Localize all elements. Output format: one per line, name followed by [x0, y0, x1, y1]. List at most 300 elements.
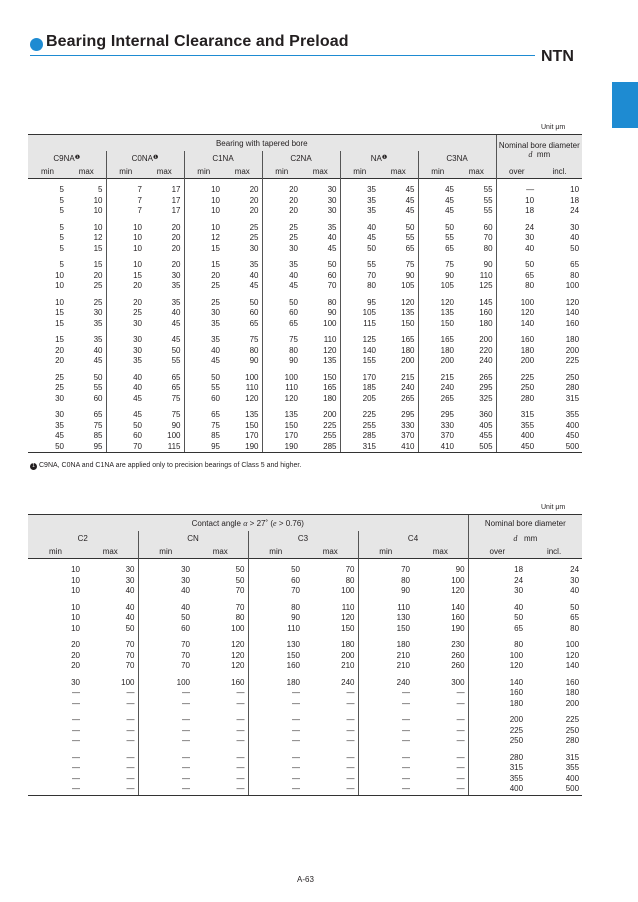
table-cell: 45: [418, 206, 457, 217]
table-cell: 25: [106, 308, 145, 319]
table-cell: 60: [106, 431, 145, 442]
table-cell: 250: [565, 372, 580, 382]
table-cell: 165: [418, 335, 457, 346]
table-cell: 70: [138, 651, 193, 662]
table-cell: 210: [341, 661, 355, 670]
table-cell: 40: [570, 233, 580, 242]
table-cell: 18: [570, 195, 580, 205]
table-cell: 90: [405, 270, 415, 280]
table-cell: 170: [262, 431, 301, 442]
table-cell: 50: [468, 613, 526, 624]
table-cell: 140: [468, 678, 526, 689]
table-cell: 145: [479, 297, 493, 307]
table-cell: 15: [106, 271, 145, 282]
table-cell: —: [138, 763, 193, 774]
col-min: min: [138, 545, 193, 559]
table-cell: 60: [327, 270, 337, 280]
table-cell: 35: [106, 356, 145, 367]
table2-mm-unit: mm: [524, 533, 538, 543]
table-cell: 150: [358, 624, 413, 635]
section-tab: [612, 82, 638, 128]
table-cell: 370: [418, 431, 457, 442]
table-cell: 100: [138, 678, 193, 689]
table-cell: 12: [93, 233, 103, 242]
table-cell: 18: [468, 565, 526, 576]
table-cell: 95: [340, 298, 379, 309]
table-cell: 115: [145, 442, 184, 453]
table-cell: 240: [479, 356, 493, 365]
table-cell: 330: [418, 421, 457, 432]
table-row: [28, 410, 582, 421]
table-cell: —: [236, 725, 245, 735]
table-cell: —: [236, 763, 245, 772]
table-cell: 20: [262, 185, 301, 196]
footnote-mark-icon: 1: [30, 463, 37, 470]
table-cell: 40: [184, 346, 223, 357]
table-cell: 50: [28, 442, 67, 453]
table-cell: 140: [565, 661, 580, 670]
table-cell: 30: [106, 346, 145, 357]
table-row: [28, 651, 582, 662]
table-cell: 155: [340, 356, 379, 367]
table-cell: 17: [171, 185, 181, 194]
table-cell: 180: [479, 318, 493, 328]
table-cell: 25: [93, 297, 103, 307]
table-row: [28, 260, 582, 271]
table-cell: 35: [340, 196, 379, 207]
table-cell: 30: [468, 586, 526, 597]
table-cell: 45: [262, 281, 301, 292]
table-cell: 20: [249, 206, 259, 215]
table-cell: 30: [138, 576, 193, 587]
col-min: min: [28, 165, 67, 179]
table-cell: 75: [418, 260, 457, 271]
table-cell: 45: [340, 233, 379, 244]
class-label: C1NA: [212, 153, 234, 163]
table-cell: —: [236, 688, 245, 697]
table-cell: 360: [479, 410, 493, 419]
table-cell: 200: [479, 335, 493, 344]
table-cell: 90: [262, 356, 301, 367]
table-cell: —: [248, 774, 303, 785]
table-cell: 295: [401, 410, 415, 419]
class-label: NA: [370, 153, 382, 163]
table-cell: 30: [249, 243, 259, 253]
footnote-text: C9NA, C0NA and C1NA are applied only to precision bearings of Class 5 and higher.: [39, 462, 302, 469]
table-cell: 30: [125, 565, 135, 574]
table-cell: 200: [418, 356, 457, 367]
table-cell: 40: [249, 270, 259, 280]
class-header-0: [28, 531, 138, 545]
table-cell: 35: [93, 318, 103, 328]
table-cell: 150: [323, 372, 337, 382]
table-cell: 105: [340, 308, 379, 319]
table-cell: 20: [55, 345, 64, 355]
table-row: [28, 678, 582, 689]
table-cell: 80: [570, 270, 580, 280]
table-cell: 135: [323, 356, 337, 365]
table-cell: 40: [570, 586, 580, 595]
table-cell: 325: [479, 393, 493, 403]
table-cell: —: [248, 736, 303, 747]
table-cell: 40: [496, 244, 537, 255]
table-cell: 10: [93, 222, 103, 232]
table-cell: 7: [106, 196, 145, 207]
table-row: [28, 624, 582, 635]
table-cell: —: [236, 773, 245, 783]
table-cell: 105: [401, 281, 415, 290]
table-cell: 40: [468, 603, 526, 614]
table-cell: —: [236, 736, 245, 745]
table-cell: 30: [327, 185, 337, 194]
table-cell: 55: [483, 206, 493, 215]
table-cell: —: [346, 763, 355, 772]
table-cell: 120: [451, 586, 465, 595]
table-cell: 25: [93, 281, 103, 290]
table-cell: 140: [565, 308, 580, 317]
table-cell: 45: [106, 410, 145, 421]
table-cell: 50: [340, 244, 379, 255]
table-cell: 55: [184, 383, 223, 394]
table-cell: 65: [171, 383, 181, 392]
table-cell: 90: [248, 613, 303, 624]
table-cell: 90: [249, 356, 259, 365]
table-cell: 100: [468, 651, 526, 662]
table-cell: 200: [323, 410, 337, 419]
class-label: C0NA: [131, 153, 153, 163]
table-cell: 25: [184, 298, 223, 309]
table-row: [28, 421, 582, 432]
table-cell: —: [456, 773, 465, 783]
table-cell: 65: [570, 613, 580, 622]
table-cell: 295: [479, 383, 493, 392]
table-cell: 30: [93, 308, 103, 317]
table-cell: —: [193, 784, 248, 795]
table-cell: 10: [106, 260, 145, 271]
table-cell: 60: [262, 308, 301, 319]
table-row: [28, 281, 582, 292]
table-cell: 20: [184, 271, 223, 282]
table-cell: 10: [55, 270, 64, 280]
table-cell: 65: [249, 318, 259, 328]
table-cell: 60: [184, 394, 223, 405]
table-cell: 24: [468, 576, 526, 587]
table-cell: —: [303, 784, 358, 795]
table-cell: —: [72, 736, 80, 745]
table-cell: 250: [496, 383, 537, 394]
table-cell: 110: [341, 602, 355, 612]
table-cell: 180: [248, 678, 303, 689]
table-cell: 70: [125, 640, 135, 649]
table-cell: 30: [262, 244, 301, 255]
table-cell: 35: [340, 185, 379, 196]
table-row: [28, 774, 582, 785]
table-cell: 20: [249, 185, 259, 194]
table-cell: 190: [262, 442, 301, 453]
table-cell: 100: [323, 318, 337, 328]
table-cell: 280: [496, 394, 537, 405]
table-cell: 200: [468, 715, 526, 726]
table-cell: —: [72, 725, 80, 735]
table-cell: 18: [496, 206, 537, 217]
table-row: [28, 271, 582, 282]
col-max: max: [145, 165, 184, 179]
table-cell: 20: [262, 206, 301, 217]
table-cell: —: [456, 715, 465, 724]
table-row: [28, 442, 582, 453]
table-cell: 20: [171, 260, 181, 269]
table-cell: 70: [235, 602, 245, 612]
table-cell: 180: [418, 346, 457, 357]
table-cell: 75: [93, 420, 103, 430]
table-cell: 120: [565, 650, 580, 660]
table-row: [28, 223, 582, 234]
table-cell: 110: [248, 624, 303, 635]
table-cell: 120: [323, 345, 337, 355]
table-cell: —: [72, 688, 80, 697]
table-cell: 265: [479, 372, 493, 382]
table-cell: 160: [248, 661, 303, 672]
table-cell: 185: [340, 383, 379, 394]
table-cell: —: [138, 784, 193, 795]
table-cell: —: [72, 773, 80, 783]
table-cell: 55: [93, 383, 103, 392]
table-cell: 60: [249, 308, 259, 317]
table-cell: 200: [565, 698, 580, 708]
table-cell: 70: [125, 661, 135, 670]
table1-footnote: [30, 462, 301, 470]
table-cell: 75: [171, 410, 181, 419]
table-cell: 65: [262, 319, 301, 330]
table-cell: 50: [93, 372, 103, 382]
table-cell: 65: [570, 260, 580, 269]
table-cell: —: [248, 784, 303, 795]
table-cell: 15: [93, 260, 103, 269]
table-cell: 45: [93, 356, 103, 365]
col-min: min: [358, 545, 413, 559]
table-cell: 295: [418, 410, 457, 421]
table-cell: 65: [496, 271, 537, 282]
table-cell: 355: [565, 410, 580, 419]
table-cell: 165: [401, 335, 415, 344]
table2-bore-units: [468, 531, 582, 545]
table-cell: 5: [98, 185, 103, 194]
table-cell: —: [248, 715, 303, 726]
table-cell: —: [358, 753, 413, 764]
footnote-mark-icon: ❶: [152, 154, 159, 161]
table-cell: 15: [184, 260, 223, 271]
table-cell: 15: [184, 244, 223, 255]
table-cell: —: [126, 698, 135, 708]
table-cell: 45: [405, 195, 415, 205]
table-cell: 120: [565, 297, 580, 307]
table-cell: 150: [245, 420, 259, 430]
class-label: C9NA: [53, 153, 75, 163]
table-cell: 45: [171, 318, 181, 328]
table-cell: 315: [340, 442, 379, 453]
table-cell: 20: [262, 196, 301, 207]
table-cell: 10: [71, 565, 80, 574]
table-cell: 250: [468, 736, 526, 747]
col-min: min: [106, 165, 145, 179]
table-cell: 505: [457, 442, 496, 453]
table-row: [28, 763, 582, 774]
table-cell: 65: [184, 410, 223, 421]
table-cell: —: [126, 752, 135, 762]
table-cell: 120: [496, 308, 537, 319]
table-cell: 135: [401, 308, 415, 317]
table-cell: 280: [565, 383, 580, 392]
table-cell: 120: [468, 661, 526, 672]
table-cell: —: [456, 725, 465, 735]
col-max: max: [413, 545, 468, 559]
table-cell: 30: [106, 319, 145, 330]
table-cell: 50: [248, 565, 303, 576]
table-cell: 20: [171, 243, 181, 253]
table-cell: 50: [418, 223, 457, 234]
table-cell: 355: [468, 774, 526, 785]
table-cell: 75: [262, 335, 301, 346]
table-cell: —: [126, 763, 135, 772]
table-cell: —: [456, 698, 465, 708]
table-row: [28, 394, 582, 405]
title-bullet-icon: [30, 38, 43, 51]
table-cell: 410: [379, 442, 418, 453]
contact-angle-value: > 27˚ (: [249, 518, 274, 528]
table-cell: 160: [496, 335, 537, 346]
table-cell: 85: [93, 431, 103, 440]
col-max: max: [457, 165, 496, 179]
table-cell: 20: [249, 195, 259, 205]
table-cell: 30: [71, 677, 80, 687]
table-cell: 10: [184, 206, 223, 217]
table-cell: 115: [340, 319, 379, 330]
table-cell: 65: [93, 410, 103, 419]
class-header-4: [340, 151, 418, 165]
table-cell: 50: [171, 345, 181, 355]
table-cell: 10: [184, 223, 223, 234]
table-row: [28, 586, 582, 597]
table-cell: 50: [184, 373, 223, 384]
table-cell: —: [358, 736, 413, 747]
table-cell: 100: [565, 281, 580, 290]
table-cell: 55: [418, 233, 457, 244]
table-cell: 255: [323, 431, 337, 440]
col-min: min: [248, 545, 303, 559]
table-cell: 65: [468, 624, 526, 635]
table-cell: 10: [184, 185, 223, 196]
table1-mm-unit: mm: [536, 150, 551, 159]
table-cell: 110: [262, 383, 301, 394]
table-cell: 80: [358, 576, 413, 587]
table-cell: —: [138, 688, 193, 699]
class-label: C4: [407, 533, 419, 543]
table-cell: 100: [245, 372, 259, 382]
table-cell: 120: [231, 650, 245, 660]
table-cell: 17: [171, 195, 181, 205]
table-row: [28, 726, 582, 737]
table-cell: —: [346, 688, 355, 697]
table-cell: 400: [496, 431, 537, 442]
table-cell: 50: [249, 297, 259, 307]
table-cell: 10: [71, 575, 80, 585]
table-cell: 135: [262, 410, 301, 421]
table-cell: 5: [59, 260, 64, 269]
table-cell: 200: [565, 345, 580, 355]
col-min: min: [340, 165, 379, 179]
class-label: C3NA: [446, 153, 468, 163]
table-cell: 210: [358, 651, 413, 662]
table-cell: —: [248, 699, 303, 710]
table-cell: 40: [106, 383, 145, 394]
table-cell: 50: [138, 613, 193, 624]
table-cell: 10: [570, 185, 580, 194]
table-cell: 240: [341, 677, 355, 687]
table-cell: —: [346, 736, 355, 745]
table-cell: 20: [106, 298, 145, 309]
table-cell: 5: [59, 222, 64, 232]
table-cell: 160: [451, 613, 465, 622]
table-cell: 450: [496, 442, 537, 453]
table-row: [28, 576, 582, 587]
table-cell: 10: [55, 297, 64, 307]
table-cell: —: [248, 726, 303, 737]
table-cell: 25: [55, 383, 64, 392]
table-cell: —: [126, 773, 135, 783]
table-cell: 80: [262, 346, 301, 357]
table-cell: 40: [327, 233, 337, 242]
table-cell: 10: [93, 206, 103, 215]
table-cell: 20: [71, 650, 80, 660]
table-cell: 90: [455, 565, 465, 574]
class-header-2: [248, 531, 358, 545]
table-cell: 30: [184, 308, 223, 319]
table-cell: 80: [340, 281, 379, 292]
table-cell: —: [138, 715, 193, 726]
table-cell: 205: [340, 394, 379, 405]
table-cell: 70: [138, 661, 193, 672]
table-cell: 30: [496, 233, 537, 244]
table-cell: 180: [358, 640, 413, 651]
col-max: max: [83, 545, 138, 559]
table-cell: 225: [496, 373, 537, 384]
table-cell: 45: [184, 356, 223, 367]
table-cell: 40: [138, 603, 193, 614]
alpha-symbol: α: [243, 518, 248, 528]
table-cell: 10: [106, 233, 145, 244]
table-cell: 80: [468, 640, 526, 651]
table-cell: 5: [59, 195, 64, 205]
table-cell: 285: [301, 442, 340, 453]
table-cell: 70: [345, 565, 355, 574]
table-cell: 5: [59, 243, 64, 253]
table-cell: 50: [125, 623, 135, 633]
table-cell: 35: [55, 420, 64, 430]
table-cell: 70: [125, 650, 135, 660]
table-row: [28, 206, 582, 217]
table-cell: 85: [184, 431, 223, 442]
table-row: [28, 603, 582, 614]
table-cell: 10: [71, 613, 80, 622]
table-cell: 15: [55, 308, 64, 317]
table-cell: —: [72, 752, 80, 762]
table-cell: —: [72, 763, 80, 772]
table-row: [28, 736, 582, 747]
table-cell: 45: [327, 243, 337, 253]
table-cell: 400: [565, 773, 580, 783]
table-cell: 35: [262, 260, 301, 271]
table-row: [28, 565, 582, 576]
